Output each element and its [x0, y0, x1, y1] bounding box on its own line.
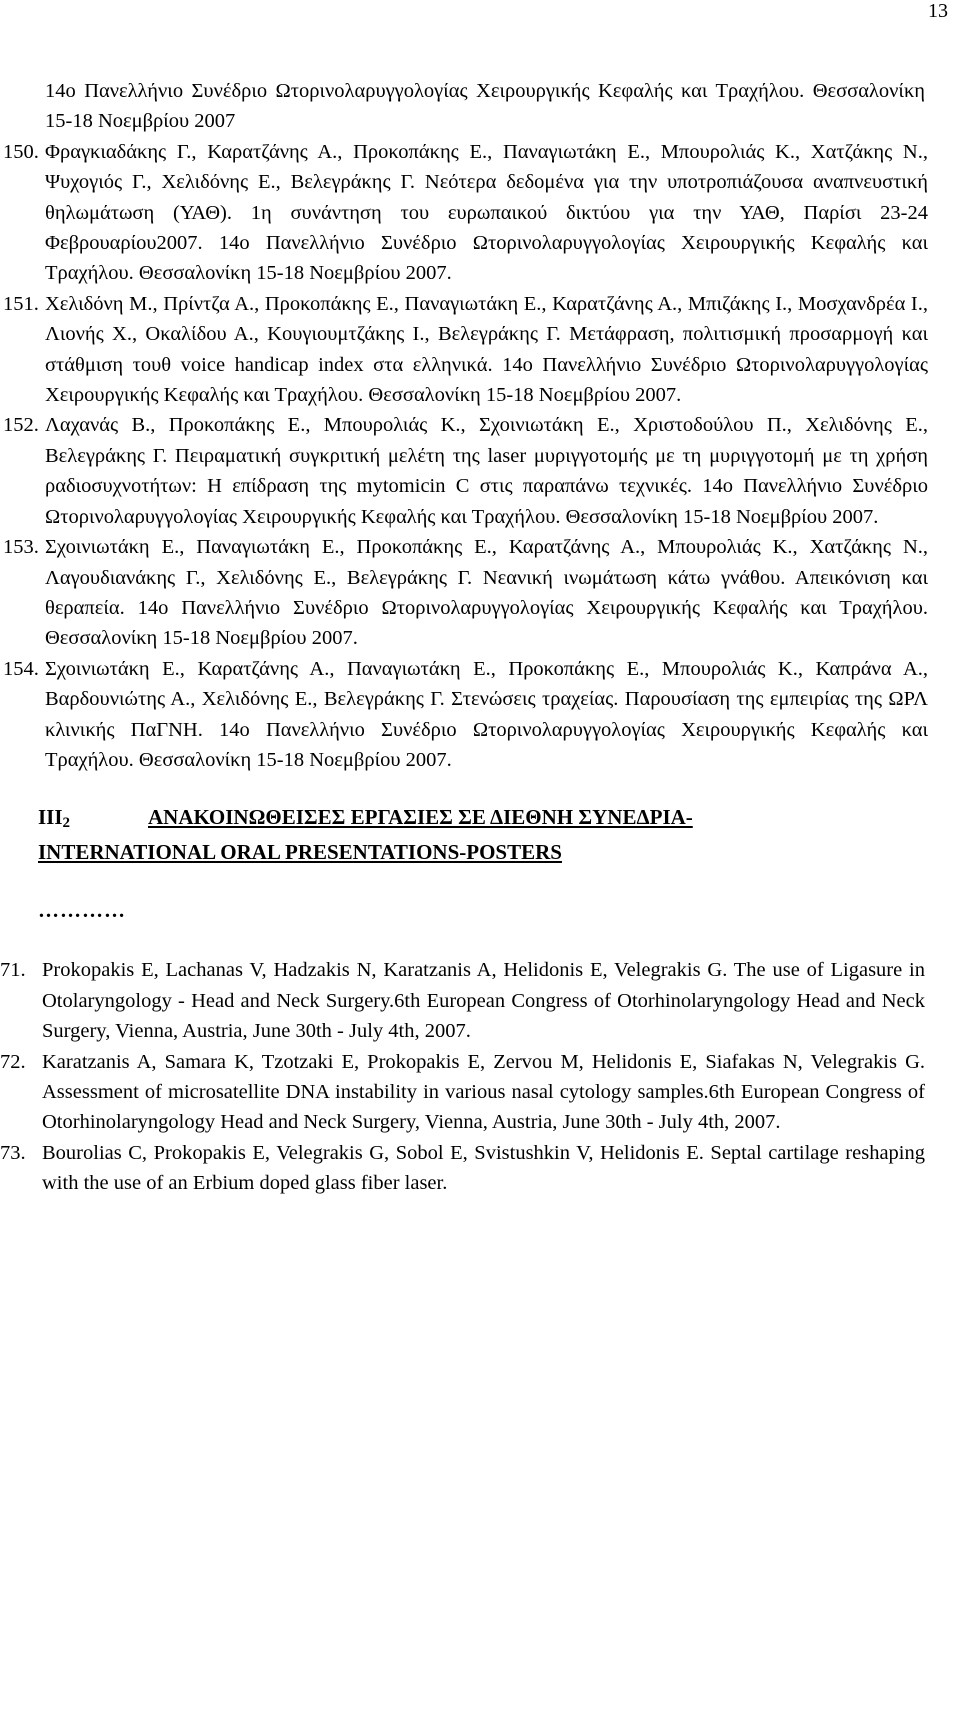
section-title-line1: ΑΝΑΚΟΙΝΩΘΕΙΣΕΣ ΕΡΓΑΣΙΕΣ ΣΕ ΔΙΕΘΝΗ ΣΥΝΕΔΡΙΑ-	[148, 805, 693, 830]
document-body	[0, 76, 960, 1199]
entry-text: Bourolias C, Prokopakis E, Velegrakis G, Sobol E, Svistushkin V, Helidonis E. Septal cartilage reshaping with the use of an Erbium doped glass fiber laser.	[42, 1141, 925, 1195]
entry-number: 72.	[0, 1050, 26, 1073]
entry-number: 71.	[0, 959, 26, 982]
list-item	[3, 289, 928, 411]
entry-number: 153.	[3, 536, 39, 559]
entry-text: Λαχανάς Β., Προκοπάκης Ε., Μπουρολιάς Κ., Σχοινιωτάκη Ε., Χριστοδούλου Π., Χελιδόνης Ε., Βελεγράκης Γ. Πειραματική συγκριτική μελέτη της laser μυριγγοτομής με τη μυριγγοτομή με τη χρήση ραδιοσυχνοτήτων: Η επίδραση της mytomicin C στις παραπάνω τεχνικές. 14ο Πανελλήνιο Συνέδριο Ωτορινολαρυγγολογίας Χειρουργικής Κεφαλής και Τραχήλου. Θεσσαλονίκη 15-18 Νοεμβρίου 2007.	[45, 414, 928, 528]
section-heading-line1	[38, 803, 960, 838]
list-item	[0, 955, 925, 1046]
list-item	[3, 137, 928, 289]
entry-text: Σχοινιωτάκη Ε., Καρατζάνης Α., Παναγιωτάκη Ε., Προκοπάκης Ε., Μπουρολιάς Κ., Καπράνα Α., Βαρδουνιώτης Α., Χελιδόνης Ε., Βελεγράκης Γ. Στενώσεις τραχείας. Παρουσίαση της εμπειρίας της ΩΡΛ κλινικής ΠαΓΝΗ. 14ο Πανελλήνιο Συνέδριο Ωτορινολαρυγγολογίας Χειρουργικής Κεφαλής και Τραχήλου. Θεσσαλονίκη 15-18 Νοεμβρίου 2007.	[45, 657, 928, 771]
entry-number: 73.	[0, 1141, 26, 1164]
list-item	[3, 410, 928, 532]
section-number	[38, 803, 148, 838]
entry-text: Χελιδόνη Μ., Πρίντζα Α., Προκοπάκης Ε., Παναγιωτάκη Ε., Καρατζάνης Α., Μπιζάκης Ι., Μοσχανδρέα Ι., Λιονής Χ., Οκαλίδου Α., Κουγιουμτζάκης Ι., Βελεγράκης Γ. Μετάφραση, πολιτισμική προσαρμογή και στάθμιση τουθ voice handicap index στα ελληνικά. 14ο Πανελλήνιο Συνέδριο Ωτορινολαρυγγολογίας Χειρουργικής Κεφαλής και Τραχήλου. Θεσσαλονίκη 15-18 Νοεμβρίου 2007.	[45, 292, 928, 407]
section-title-line2: INTERNATIONAL ORAL PRESENTATIONS-POSTERS	[38, 840, 562, 865]
list-item	[3, 532, 928, 654]
entry-text: Σχοινιωτάκη Ε., Παναγιωτάκη Ε., Προκοπάκης Ε., Καρατζάνης Α., Μπουρολιάς Κ., Χατζάκης Ν., Λαγουδιανάκης Γ., Χελιδόνης Ε., Βελεγράκης Γ. Νεανική ινωμάτωση κάτω γνάθου. Απεικόνιση και θεραπεία. 14ο Πανελλήνιο Συνέδριο Ωτορινολαρυγγολογίας Χειρουργικής Κεφαλής και Τραχήλου. Θεσσαλονίκη 15-18 Νοεμβρίου 2007.	[45, 536, 928, 650]
greek-entries	[3, 137, 928, 776]
section-subscript: 2	[62, 815, 71, 832]
entry-number: 154.	[3, 657, 39, 680]
section-heading	[38, 803, 960, 867]
entry-number: 150.	[3, 140, 39, 163]
entry-text: Prokopakis E, Lachanas V, Hadzakis N, Karatzanis A, Helidonis E, Velegrakis G. The use of Ligasure in Otolaryngology - Head and Neck Surgery.6th European Congress of Otorhinolaryngology Head and Neck Surgery, Vienna, Austria, June 30th - July 4th, 2007.	[42, 959, 925, 1043]
list-item	[0, 1047, 925, 1138]
entry-text: Φραγκιαδάκης Γ., Καρατζάνης Α., Προκοπάκης Ε., Παναγιωτάκη Ε., Μπουρολιάς Κ., Χατζάκης Ν., Ψυχογιός Γ., Χελιδόνης Ε., Βελεγράκης Γ. Νεότερα δεδομένα για την υποτροπιάζουσα αναπνευστική θηλωμάτωση (ΥΑΘ). 1η συνάντηση του ευρωπαικού δικτύου για την ΥΑΘ, Παρίσι 23-24 Φεβρουαρίου2007. 14ο Πανελλήνιο Συνέδριο Ωτορινολαρυγγολογίας Χειρουργικής Κεφαλής και Τραχήλου. Θεσσαλονίκη 15-18 Νοεμβρίου 2007.	[45, 140, 928, 285]
ellipsis: …………	[38, 898, 126, 923]
page-number: 13	[928, 0, 948, 22]
list-item	[3, 654, 928, 776]
english-entries	[0, 955, 925, 1198]
entry-text: Karatzanis A, Samara K, Tzotzaki E, Prokopakis E, Zervou M, Helidonis E, Siafakas N, Velegrakis G. Assessment of microsatellite DNA instability in various nasal cytology samples.6th European Congress of Otorhinolaryngology Head and Neck Surgery, Vienna, Austria, June 30th - July 4th, 2007.	[42, 1050, 925, 1134]
list-item	[0, 1138, 925, 1199]
entry-number: 151.	[3, 292, 39, 315]
continuation-text: 14ο Πανελλήνιο Συνέδριο Ωτορινολαρυγγολογίας Χειρουργικής Κεφαλής και Τραχήλου. Θεσσαλονίκη 15-18 Νοεμβρίου 2007	[45, 80, 925, 133]
section-roman: III	[38, 805, 63, 830]
entry-number: 152.	[3, 414, 39, 437]
